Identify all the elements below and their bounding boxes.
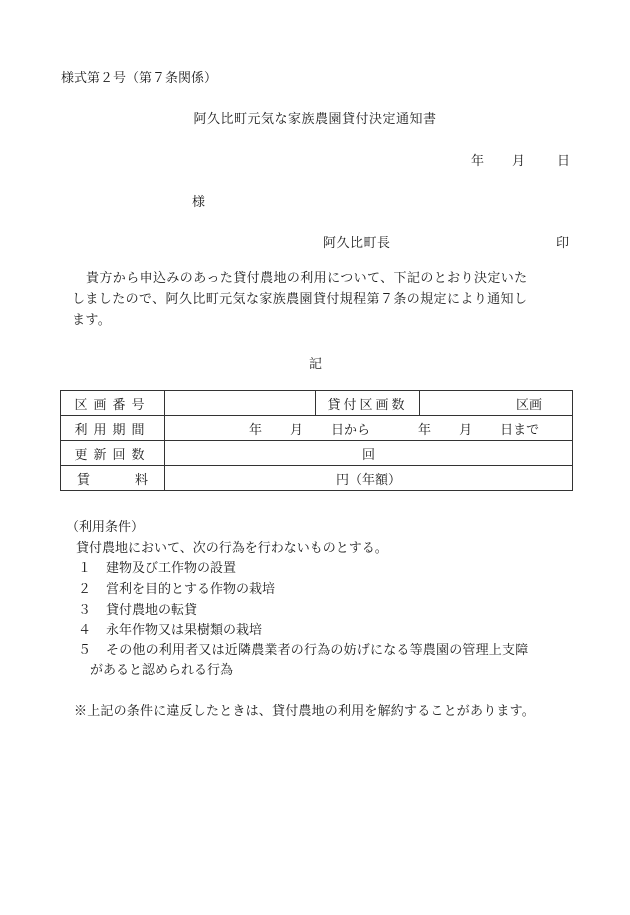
warning-note: ※上記の条件に違反したときは、貸付農地の利用を解約することがあります。 [74,704,535,719]
period-from-year: 年 [249,422,263,438]
form-number: 様式第２号（第７条関係） [61,71,218,86]
period-to-month: 月 [459,422,473,438]
seal-mark: 印 [556,236,570,251]
rent-label [61,466,165,491]
period-from-day: 日から [331,422,371,438]
rent-label-a: 賃 [77,472,91,488]
conditions-intro: 貸付農地において、次の行為を行わないものとする。 [76,541,388,556]
period-to-day: 日まで [500,422,540,438]
date-day: 日 [557,154,571,169]
body-line: しましたので、阿久比町元気な家族農園貸付規程第７条の規定により通知し [72,292,528,307]
period-to-year: 年 [418,422,432,438]
condition-item [78,599,197,618]
condition-number: ２ [78,582,92,597]
table-row-renewal-count [61,441,573,466]
usage-period-label: 利用期間 [61,416,165,441]
plot-count-label: 貸付区画数 [316,391,420,416]
condition-number: ４ [78,623,92,638]
condition-number: ３ [78,603,92,618]
body-line: ます。 [72,313,112,328]
body-text [72,268,578,331]
rent-unit: 円（年額） [165,466,573,491]
detail-table [60,390,573,491]
renewal-count-label: 更新回数 [61,441,165,466]
condition-item [78,578,275,597]
condition-item [78,639,528,658]
rent-label-b: 料 [134,472,148,488]
usage-period-value [165,416,573,441]
plot-number-label: 区画番号 [61,391,165,416]
ki-heading: 記 [309,357,323,372]
condition-text: 建物及び工作物の設置 [106,561,237,576]
conditions-title: （利用条件） [66,520,145,535]
condition-text: 永年作物又は果樹類の栽培 [106,623,263,638]
date-month: 月 [512,154,526,169]
addressee-suffix: 様 [192,195,206,210]
condition-item [78,557,236,576]
condition-text: 貸付農地の転貸 [106,603,198,618]
condition-text: 営利を目的とする作物の栽培 [106,582,276,597]
table-row-plot-number [61,391,573,416]
condition-text-continued: があると認められる行為 [90,663,234,678]
period-from-month: 月 [290,422,304,438]
date-year: 年 [471,154,485,169]
condition-item [78,619,262,638]
body-line: 貴方から申込みのあった貸付農地の利用について、下記のとおり決定いた [86,271,528,286]
condition-number: １ [78,561,92,576]
table-row-usage-period [61,416,573,441]
condition-number: ５ [78,643,92,658]
issuer: 阿久比町長 [323,236,391,251]
document-title: 阿久比町元気な家族農園貸付決定通知書 [193,112,437,127]
plot-number-value [165,391,316,416]
table-row-rent [61,466,573,491]
renewal-count-unit: 回 [165,441,573,466]
plot-count-unit: 区画 [420,391,573,416]
condition-text: その他の利用者又は近隣農業者の行為の妨げになる等農園の管理上支障 [106,643,529,658]
